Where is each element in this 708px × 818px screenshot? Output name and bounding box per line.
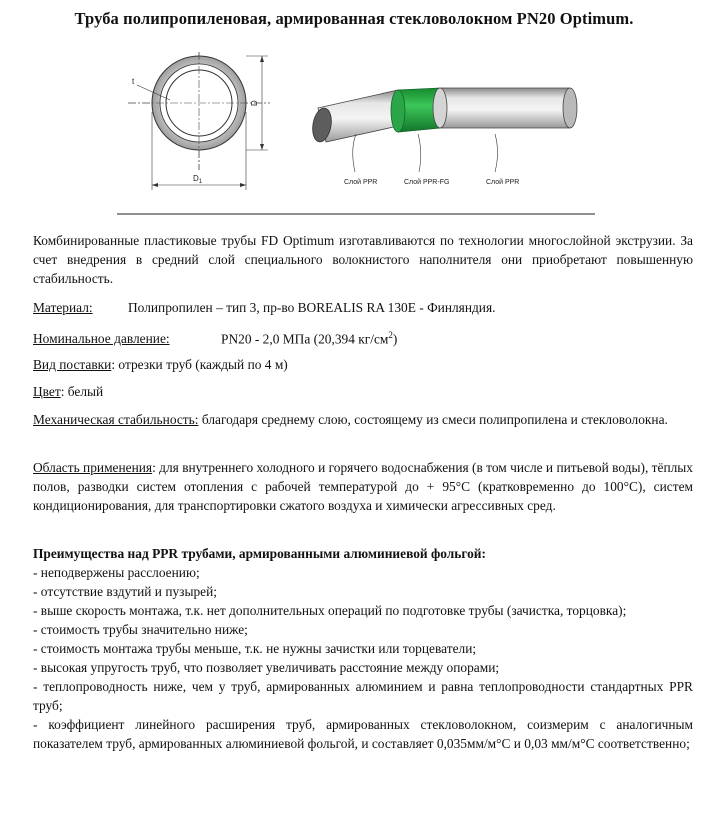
- label-layer-outer: Слой PPR: [486, 179, 520, 186]
- advantages-heading: Преимущества над PPR трубами, армированными алюминиевой фольгой:: [33, 546, 486, 561]
- label-d1: $D_1$: [193, 174, 203, 185]
- label-layer-middle: Слой PPR-FG: [404, 179, 450, 186]
- pressure-line: [33, 326, 693, 348]
- color-value: : белый: [60, 384, 104, 399]
- advantage-item: - неподвержены расслоению;: [33, 565, 200, 580]
- application-label: Область применения: [33, 460, 153, 475]
- mechanical-label: Механическая стабильность:: [33, 412, 199, 427]
- material-value: Полипропилен – тип 3, пр-во BOREALIS RA 130E - Финляндия.: [128, 300, 496, 315]
- color-label: Цвет: [33, 384, 61, 399]
- label-d: D: [250, 100, 259, 106]
- label-layer-inner: Слой PPR: [344, 179, 378, 186]
- application-paragraph: [33, 458, 693, 515]
- pipe-perspective: [310, 88, 577, 172]
- advantage-item: - коэффициент линейного расширения труб, армированных стекловолокном, соизмерим с аналогичным показателем труб, армированных алюминиевой фольгой, и составляет 0,035мм/м°С и 0,03 мм/м°С соответственно;: [33, 717, 693, 751]
- advantage-item: - отсутствие вздутий и пузырей;: [33, 584, 217, 599]
- pipe-diagram: [0, 42, 708, 222]
- cross-section: [128, 52, 270, 190]
- pressure-value: PN20 - 2,0 МПа (20,394 кг/см: [221, 331, 389, 347]
- advantage-item: - стоимость трубы значительно ниже;: [33, 622, 248, 637]
- advantage-item: - теплопроводность ниже, чем у труб, армированных алюминием и равна теплопроводности стандартных PPR труб;: [33, 679, 693, 713]
- supply-value: : отрезки труб (каждый по 4 м): [111, 357, 288, 372]
- color-line: [33, 382, 693, 401]
- mechanical-paragraph: [33, 410, 693, 429]
- application-value: : для внутреннего холодного и горячего водоснабжения (в том числе и питьевой воды), тёплых полов, разводки систем отопления с рабочей температурой до + 95°С (кратковременно до 100°С), систем кондиционирования, для транспортировки сжатого воздуха и химически агрессивных сред.: [33, 460, 693, 513]
- pressure-sup: 2: [388, 330, 393, 340]
- label-t: t: [132, 77, 135, 86]
- pressure-label: Номинальное давление:: [33, 331, 170, 347]
- intro-paragraph: Комбинированные пластиковые трубы FD Optimum изготавливаются по технологии многослойной экструзии. За счет внедрения в средний слой специального волокнистого наполнителя они приобретают повышенную стабильность.: [33, 233, 693, 286]
- material-line: [33, 298, 693, 317]
- advantage-item: - стоимость монтажа трубы меньше, т.к. не нужны зачистки или торцеватели;: [33, 641, 477, 656]
- supply-line: [33, 355, 693, 374]
- material-label: Материал:: [33, 300, 93, 315]
- mechanical-value: благодаря среднему слою, состоящему из смеси полипропилена и стекловолокна.: [198, 412, 668, 427]
- pipe-figure: [0, 42, 708, 222]
- supply-label: Вид поставки: [33, 357, 112, 372]
- document-title: Труба полипропиленовая, армированная стекловолокном PN20 Optimum.: [74, 9, 634, 28]
- advantage-item: - выше скорость монтажа, т.к. нет дополнительных операций по подготовке трубы (зачистка, торцовка);: [33, 603, 627, 618]
- advantages-section: [33, 544, 693, 753]
- pressure-tail: ): [392, 331, 398, 347]
- advantage-item: - высокая упругость труб, что позволяет увеличивать расстояние между опорами;: [33, 660, 500, 675]
